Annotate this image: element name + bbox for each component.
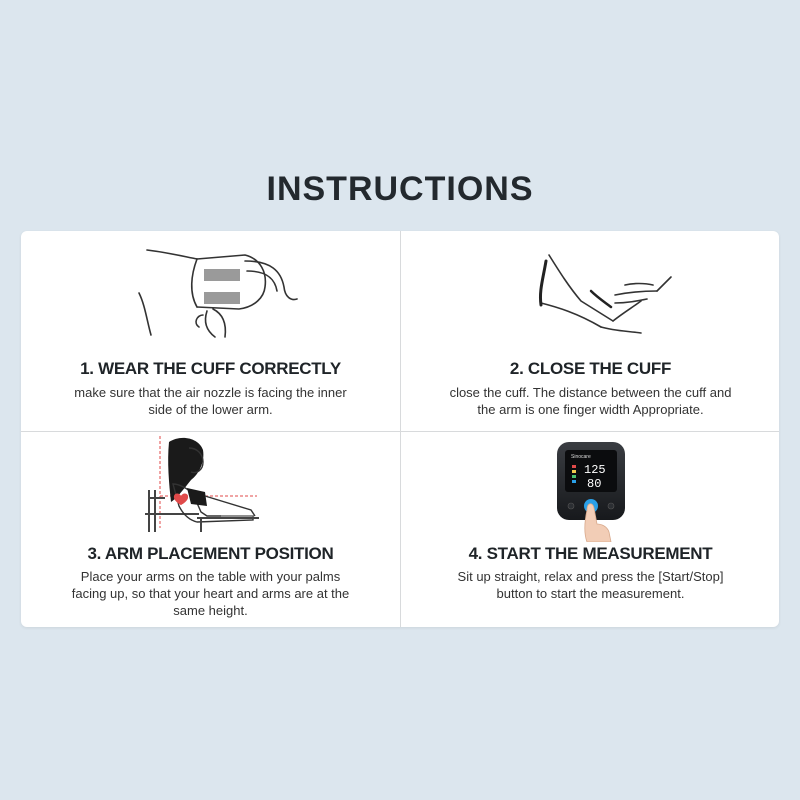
page-title: INSTRUCTIONS	[266, 170, 534, 208]
step-description	[51, 384, 370, 418]
heart-icon	[174, 494, 188, 505]
step-description-line: Sit up straight, relax and press the [Start/Stop]	[457, 569, 724, 584]
step-description-line: side of the lower arm.	[148, 402, 273, 417]
step-3	[21, 432, 400, 630]
step-description-line: the arm is one finger width Appropriate.	[477, 402, 704, 417]
step-title: 4. START THE MEASUREMENT	[468, 544, 713, 563]
label-patch	[204, 292, 240, 304]
step-4	[401, 432, 780, 630]
systolic-readout: 125	[584, 463, 606, 477]
finger-under-cuff-icon	[401, 231, 780, 353]
step-description	[51, 568, 370, 619]
label-patch	[204, 269, 240, 281]
step-description-line: close the cuff. The distance between the cuff and	[449, 385, 732, 400]
brand-logo: Sinocare	[571, 454, 591, 460]
step-description-line: make sure that the air nozzle is facing the inner	[74, 385, 347, 400]
step-title: 2. CLOSE THE CUFF	[509, 359, 672, 378]
step-title: 3. ARM PLACEMENT POSITION	[87, 544, 334, 563]
blood-pressure-monitor-icon	[401, 432, 780, 542]
step-description-line: Place your arms on the table with your palms	[80, 569, 341, 584]
step-description-line: button to start the measurement.	[496, 586, 685, 601]
step-description	[431, 384, 750, 418]
diastolic-readout: 80	[587, 477, 602, 491]
step-description-line: same height.	[173, 603, 248, 618]
step-1	[21, 231, 400, 429]
step-description-line: facing up, so that your heart and arms are at the	[71, 586, 350, 601]
step-title: 1. WEAR THE CUFF CORRECTLY	[80, 359, 341, 378]
seated-person-icon	[21, 432, 400, 542]
instructions-card	[21, 231, 779, 627]
step-description	[431, 568, 750, 602]
step-2	[401, 231, 780, 429]
arm-wearing-cuff-icon	[21, 231, 400, 353]
